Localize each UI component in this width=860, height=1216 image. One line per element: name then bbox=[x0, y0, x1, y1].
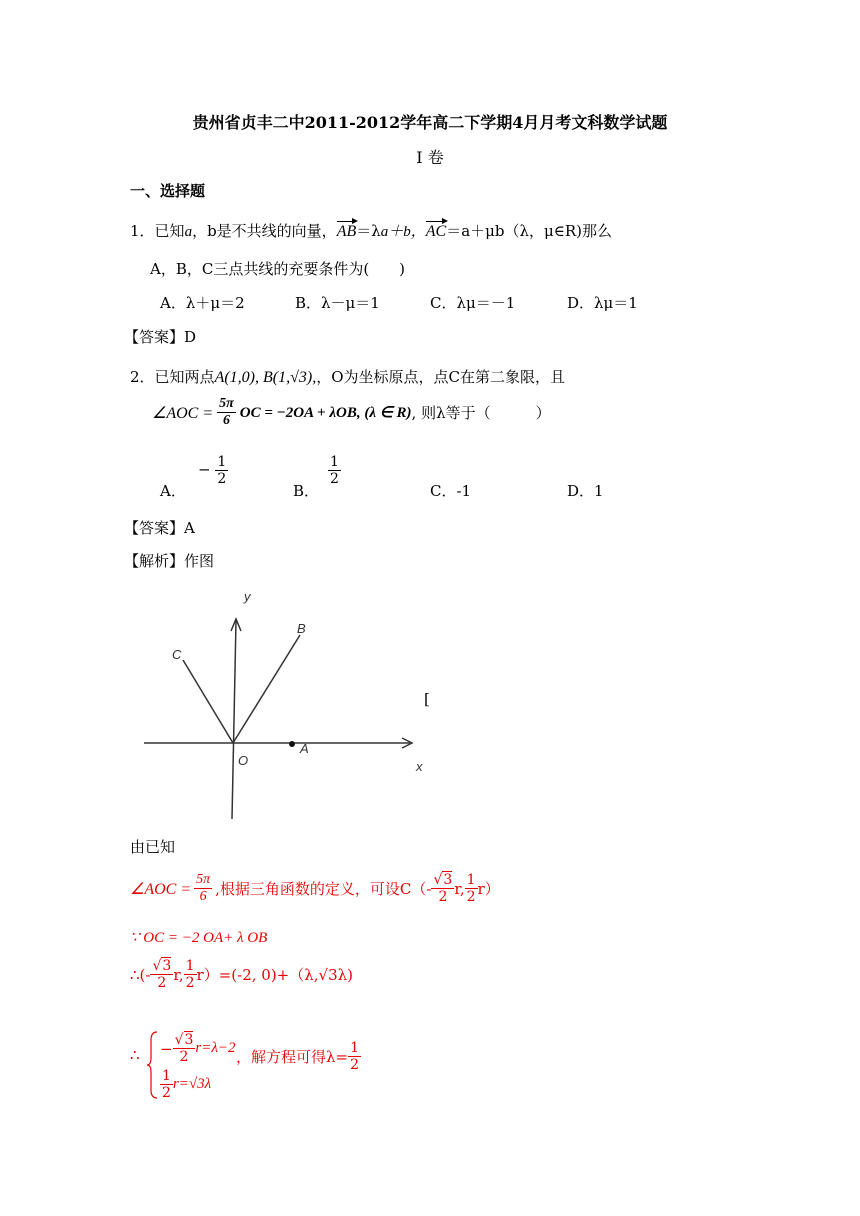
q2-option-b-num: 1 bbox=[330, 454, 339, 470]
sol-half-a-num: 1 bbox=[466, 872, 476, 888]
volume-label: I 卷 bbox=[416, 148, 444, 167]
sol-eq1-sqrt: 3 bbox=[184, 1032, 194, 1048]
q2-answer: 【答案】A bbox=[124, 519, 195, 537]
stray-bracket: [ bbox=[424, 690, 430, 708]
sol-eq1-fraction: $\frac{√3}{2}$ bbox=[174, 1032, 194, 1065]
q2-option-b-fraction bbox=[328, 454, 341, 487]
question-2-condition bbox=[152, 396, 551, 429]
q2-vector-equation: OC = −2OA + λOB, (λ ∈ R) bbox=[239, 405, 412, 421]
sol-r2: r） bbox=[477, 880, 500, 898]
question-1-line2: A，B，C三点共线的充要条件为( ) bbox=[150, 260, 406, 278]
sol-l3-c: r）=(-2, 0)+（λ,√3λ) bbox=[196, 966, 353, 984]
q2-option-a-sign: − bbox=[198, 460, 211, 479]
q2-option-c: C．-1 bbox=[430, 482, 472, 500]
q2-option-b-label: B． bbox=[293, 482, 320, 500]
q1-number: 1． bbox=[130, 222, 155, 240]
question-1-stem bbox=[130, 220, 612, 241]
q1-var-b: ，b bbox=[192, 222, 217, 240]
system-eq-2 bbox=[160, 1068, 211, 1101]
q2-angle: ∠AOC = bbox=[152, 404, 214, 422]
sol-eq2-rhs: r=√3λ bbox=[172, 1076, 212, 1092]
sol-l3-a: ∴(- bbox=[130, 965, 151, 984]
sol-eq1-den: 2 bbox=[179, 1049, 189, 1065]
q1-eq2a: ＝ bbox=[446, 222, 462, 240]
q2-analysis: 【解析】作图 bbox=[124, 552, 215, 570]
ray-ob bbox=[233, 635, 300, 743]
sol-result-num: 1 bbox=[350, 1040, 359, 1056]
y-label: y bbox=[244, 589, 251, 604]
sol-sqrt3-over-2-a: $\frac{√3}{2}$ bbox=[433, 872, 453, 905]
q1-option-c: C．λμ＝－1 bbox=[430, 294, 516, 312]
system-eq-1 bbox=[160, 1032, 236, 1065]
sol-den-b: 2 bbox=[157, 975, 167, 991]
q1-eq1: ＝λ bbox=[356, 222, 381, 240]
sol-eq2-num: 1 bbox=[162, 1068, 171, 1084]
q2-option-b-den: 2 bbox=[330, 471, 339, 487]
solution-intro: 由已知 bbox=[130, 838, 176, 856]
sol-eq1-neg: − bbox=[160, 1039, 173, 1058]
q2-number: 2． bbox=[130, 368, 155, 386]
q2-points: A(1,0), B(1,√3), bbox=[214, 369, 317, 386]
q2-option-a-den: 2 bbox=[217, 471, 227, 487]
page-title: 贵州省贞丰二中2011-2012学年高二下学期4月月考文科数学试题 bbox=[192, 113, 668, 132]
q1-option-b: B．λ－μ＝1 bbox=[295, 294, 380, 312]
ray-oc bbox=[183, 660, 233, 743]
sol-half-b bbox=[184, 958, 197, 991]
sol-line1-text: ,根据三角函数的定义，可设C（- bbox=[215, 880, 432, 898]
q2-option-b-value bbox=[328, 454, 341, 487]
point-c-label: C bbox=[172, 647, 182, 662]
x-label: x bbox=[416, 759, 423, 774]
section-heading: 一、选择题 bbox=[130, 182, 206, 200]
coordinate-figure bbox=[140, 585, 440, 825]
solution-line-3 bbox=[130, 958, 353, 991]
q1-eq2b: a＋μb（λ，μ∈R)那么 bbox=[461, 222, 613, 240]
sol-angle-num: 5π bbox=[196, 872, 211, 887]
sol-angle-fraction bbox=[194, 872, 212, 905]
sol-angle: ∠AOC = bbox=[130, 880, 192, 898]
sol-den-a: 2 bbox=[438, 889, 448, 905]
q1-var-a: a bbox=[184, 224, 193, 240]
sol-result-den: 2 bbox=[350, 1057, 359, 1073]
q1-option-d: D．λμ＝1 bbox=[567, 294, 638, 312]
sol-l3-b: r, bbox=[173, 965, 184, 984]
sol-half-a-den: 2 bbox=[466, 889, 476, 905]
q2-option-a-label: A． bbox=[160, 482, 186, 500]
sol-half-a bbox=[465, 872, 478, 905]
sol-half-b-den: 2 bbox=[185, 975, 195, 991]
sol-sqrt-value-a: 3 bbox=[443, 872, 453, 888]
q2-text-b: ，O为坐标原点，点C在第二象限，且 bbox=[316, 368, 565, 386]
sol-eq2-den: 2 bbox=[162, 1085, 171, 1101]
sol-half-b-num: 1 bbox=[185, 958, 195, 974]
q1-text-a: 已知 bbox=[154, 222, 185, 240]
q1-answer: 【答案】D bbox=[124, 328, 197, 346]
q1-option-a: A．λ＋μ＝2 bbox=[160, 294, 245, 312]
origin-label: O bbox=[238, 753, 249, 768]
q2-angle-den: 6 bbox=[222, 413, 230, 428]
q2-option-a-fraction bbox=[215, 454, 228, 487]
point-a bbox=[289, 741, 295, 747]
q2-option-a-value bbox=[198, 454, 228, 487]
system-brace bbox=[146, 1030, 158, 1100]
sol-sqrt-value-b: 3 bbox=[162, 958, 172, 974]
q2-text-a: 已知两点 bbox=[154, 368, 215, 386]
sol-r1: r, bbox=[454, 879, 465, 898]
sol-result-fraction bbox=[348, 1040, 361, 1073]
q2-angle-num: 5π bbox=[219, 396, 234, 411]
vector-ab: AB bbox=[336, 223, 357, 240]
question-2-stem bbox=[130, 366, 565, 387]
sol-therefore: ∴ bbox=[130, 1046, 140, 1064]
y-axis bbox=[232, 621, 236, 819]
solution-result bbox=[236, 1040, 361, 1073]
q2-option-a-num: 1 bbox=[217, 454, 227, 470]
solution-line-2: ∵ OC = −2 OA+ λ OB bbox=[130, 930, 268, 946]
sol-eq1-rhs: r=λ−2 bbox=[195, 1040, 236, 1056]
q2-option-d: D．1 bbox=[567, 482, 604, 500]
point-a-label: A bbox=[300, 741, 309, 756]
q1-text-b: 是不共线的向量， bbox=[216, 222, 337, 240]
sol-sqrt3-over-2-b: $\frac{√3}{2}$ bbox=[152, 958, 172, 991]
q1-eq1-a: a＋b， bbox=[380, 224, 426, 240]
q2-tail: , 则λ等于（ ） bbox=[411, 404, 551, 422]
solution-line-1 bbox=[130, 872, 500, 905]
q2-angle-fraction bbox=[217, 396, 236, 429]
sol-eq2-fraction bbox=[160, 1068, 173, 1101]
point-b-label: B bbox=[297, 621, 306, 636]
vector-ac: AC bbox=[425, 223, 447, 240]
sol-angle-den: 6 bbox=[199, 889, 207, 904]
sol-result-text: ，解方程可得λ= bbox=[236, 1048, 349, 1066]
